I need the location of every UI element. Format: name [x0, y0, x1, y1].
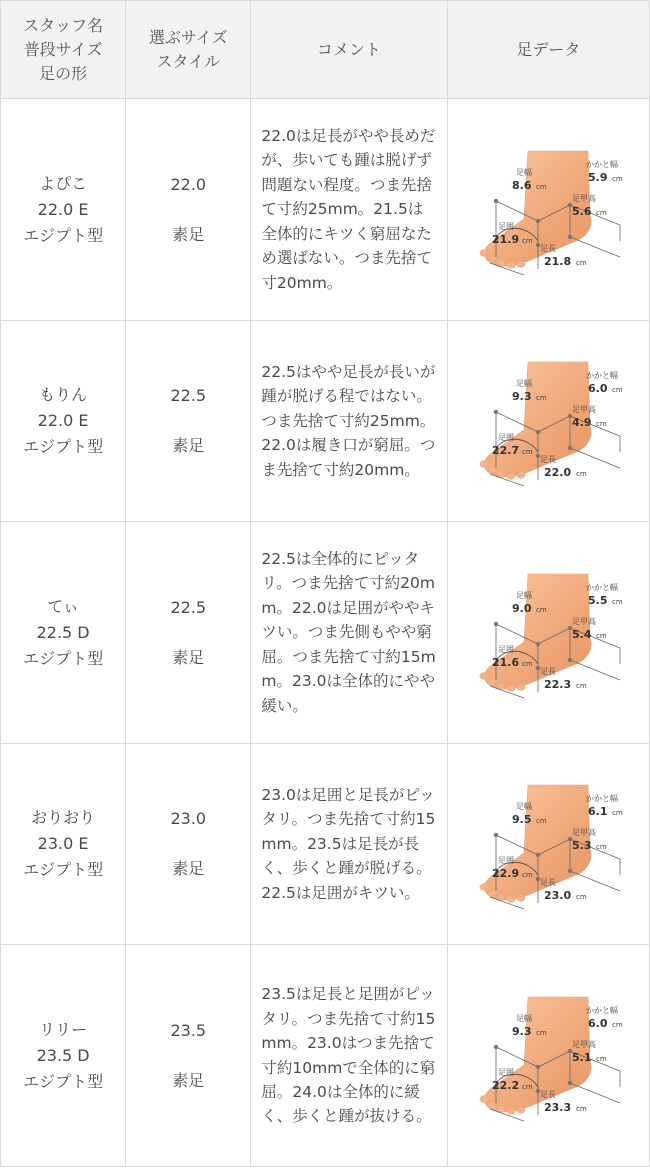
toe-shape: [517, 895, 525, 902]
measure-line: [570, 871, 620, 891]
heel-width-label: かかと幅: [586, 371, 619, 380]
table-row: [1, 945, 650, 1167]
unit-label: cm: [612, 174, 623, 183]
staff-name: もりん: [39, 385, 88, 404]
style-value: 素足: [172, 1070, 205, 1090]
length-value: 21.8: [544, 254, 572, 268]
foot-diagram: [458, 145, 638, 275]
staff-shape: エジプト型: [23, 225, 104, 245]
foot-diagram: [458, 568, 638, 698]
unit-label: cm: [522, 871, 533, 879]
comment-cell: 23.0は足囲と足長がピッタリ。つま先捨て寸約15mm。23.5は足長が長く、歩くと踵が脱げる。22.5は足囲がキツい。: [251, 744, 447, 945]
measure-point: [494, 410, 498, 414]
toe-shape: [488, 678, 496, 685]
style-value: 素足: [172, 224, 205, 244]
foot-width-label: 足幅: [516, 167, 533, 177]
staff-cell: [1, 99, 126, 321]
measure-point: [536, 853, 540, 857]
girth-label: 足囲: [498, 433, 515, 442]
header-staff-line: 足の形: [39, 63, 88, 83]
girth-value: 22.2: [492, 1078, 520, 1092]
header-size-line: 選ぶサイズ: [148, 27, 228, 47]
toe-shape: [488, 255, 496, 262]
comment-cell: 22.5はやや足長が長いが踵が脱げる程ではない。つま先捨て寸約25mm。22.0は履き口が窮屈。つま先捨て寸約20mm。: [251, 321, 447, 522]
foot-data-cell: [447, 99, 649, 321]
table-row: [1, 321, 650, 522]
chosen-size: 22.5: [170, 386, 207, 405]
style-value: 素足: [172, 647, 205, 667]
toe-shape: [488, 890, 496, 897]
length-label: 足長: [540, 243, 557, 253]
foot-data-cell: [447, 321, 649, 522]
staff-name: よぴこ: [39, 173, 88, 193]
staff-name: リリー: [39, 1019, 88, 1039]
unit-label: cm: [596, 631, 607, 640]
foot-width-label: 足幅: [516, 802, 533, 811]
toe-shape: [480, 672, 488, 679]
staff-shape: エジプト型: [23, 437, 104, 456]
instep-label: 足甲高: [572, 1039, 597, 1049]
foot-width-value: 9.3: [512, 1024, 532, 1038]
instep-label: 足甲高: [572, 616, 597, 626]
measure-point: [568, 234, 572, 238]
measure-point: [536, 1064, 540, 1068]
instep-label: 足甲高: [572, 405, 597, 414]
staff-name: てぃ: [47, 596, 79, 616]
instep-value: 5.6: [572, 204, 592, 218]
measure-point: [536, 641, 540, 645]
measure-point: [568, 869, 572, 873]
toe-shape: [497, 1105, 505, 1112]
header-foot: 足データ: [447, 1, 649, 99]
table-row: [1, 99, 650, 321]
measure-point: [568, 1080, 572, 1084]
staff-shape: エジプト型: [23, 648, 104, 668]
toe-shape: [488, 1101, 496, 1108]
foot-width-value: 9.5: [512, 813, 532, 826]
instep-label: 足甲高: [572, 828, 597, 837]
foot-width-label: 足幅: [516, 590, 533, 600]
foot-data-cell: [447, 522, 649, 744]
toe-shape: [497, 471, 505, 478]
size-cell: [126, 99, 251, 321]
heel-width-label: かかと幅: [586, 582, 619, 592]
toe-shape: [507, 1107, 515, 1114]
header-size-line: スタイル: [156, 51, 221, 71]
header-staff-line: 普段サイズ: [23, 39, 103, 59]
staff-cell: [1, 522, 126, 744]
unit-label: cm: [522, 1082, 533, 1091]
length-label: 足長: [540, 666, 557, 676]
unit-label: cm: [522, 236, 533, 245]
unit-label: cm: [522, 659, 533, 668]
staff-usual: 22.0 E: [37, 411, 89, 430]
girth-value: 21.9: [492, 232, 520, 246]
foot-diagram: [458, 991, 638, 1121]
length-value: 22.0: [544, 466, 572, 479]
unit-label: cm: [612, 1020, 623, 1029]
toe-shape: [497, 259, 505, 266]
toe-shape: [480, 1095, 488, 1102]
toe-shape: [507, 261, 515, 268]
comment-cell: 22.5は全体的にピッタリ。つま先捨て寸約20mm。22.0は足囲がややキツい。つま先側もやや窮屈。つま先捨て寸約15mm。23.0は全体的にやや緩い。: [251, 522, 447, 744]
length-value: 22.3: [544, 677, 572, 691]
foot-data-cell: [447, 744, 649, 945]
measure-point: [568, 657, 572, 661]
unit-label: cm: [596, 1054, 607, 1063]
measure-line: [570, 1083, 620, 1103]
foot-width-label: 足幅: [516, 1013, 533, 1023]
unit-label: cm: [576, 470, 587, 478]
staff-shape: エジプト型: [23, 1071, 104, 1091]
header-comment: コメント: [251, 1, 447, 99]
chosen-size: 23.0: [170, 809, 207, 828]
heel-width-value: 6.0: [588, 1016, 608, 1030]
measure-line: [570, 448, 620, 468]
unit-label: cm: [596, 420, 607, 428]
instep-value: 5.1: [572, 1050, 592, 1064]
foot-width-value: 9.3: [512, 390, 532, 403]
staff-name: おりおり: [31, 808, 96, 827]
measure-point: [568, 446, 572, 450]
toe-shape: [480, 249, 488, 256]
measure-line: [570, 660, 620, 680]
header-staff-line: スタッフ名: [23, 15, 104, 35]
heel-width-label: かかと幅: [586, 159, 619, 169]
toe-shape: [517, 683, 525, 690]
header-staff: [1, 1, 126, 99]
length-value: 23.3: [544, 1100, 572, 1114]
foot-diagram: [458, 779, 638, 909]
toe-shape: [480, 461, 488, 468]
girth-label: 足囲: [498, 1067, 515, 1077]
chosen-size: 22.0: [170, 174, 207, 194]
girth-label: 足囲: [498, 644, 515, 654]
size-cell: [126, 744, 251, 945]
foot-data-cell: [447, 945, 649, 1167]
girth-value: 22.9: [492, 867, 520, 880]
instep-value: 4.9: [572, 416, 592, 429]
measure-point: [536, 430, 540, 434]
unit-label: cm: [536, 817, 547, 825]
unit-label: cm: [536, 605, 547, 614]
toe-shape: [480, 884, 488, 891]
toe-shape: [497, 682, 505, 689]
instep-label: 足甲高: [572, 193, 597, 203]
toe-shape: [517, 472, 525, 479]
unit-label: cm: [536, 182, 547, 191]
comment-cell: 23.5は足長と足囲がピッタリ。つま先捨て寸約15mm。23.0はつま先捨て寸約10mmで全体的に窮屈。24.0は全体的に緩く、歩くと踵が抜ける。: [251, 945, 447, 1167]
foot-diagram: [458, 356, 638, 486]
table-row: [1, 522, 650, 744]
measure-point: [494, 1044, 498, 1048]
unit-label: cm: [576, 893, 587, 901]
heel-width-value: 6.0: [588, 382, 608, 395]
unit-label: cm: [522, 448, 533, 456]
header-size: [126, 1, 251, 99]
measure-point: [494, 198, 498, 202]
length-value: 23.0: [544, 889, 572, 902]
measure-line: [570, 237, 620, 257]
foot-width-label: 足幅: [516, 379, 533, 388]
heel-width-label: かかと幅: [586, 794, 619, 803]
unit-label: cm: [576, 1104, 587, 1113]
staff-shape: エジプト型: [23, 860, 104, 879]
heel-width-value: 6.1: [588, 805, 608, 818]
toe-shape: [507, 684, 515, 691]
length-label: 足長: [540, 878, 557, 887]
heel-width-value: 5.5: [588, 593, 608, 607]
girth-value: 22.7: [492, 444, 520, 457]
toe-shape: [497, 894, 505, 901]
staff-usual: 23.5 D: [36, 1045, 90, 1065]
heel-width-label: かかと幅: [586, 1005, 619, 1015]
size-cell: [126, 321, 251, 522]
comment-cell: 22.0は足長がやや長めだが、歩いても踵は脱げず問題ない程度。つま先捨て寸約25mm。21.5は全体的にキツく窮屈なため選ばない。つま先捨て寸20mm。: [251, 99, 447, 321]
measure-point: [536, 218, 540, 222]
toe-shape: [488, 467, 496, 474]
toe-shape: [507, 473, 515, 480]
foot-width-value: 8.6: [512, 178, 532, 192]
staff-usual: 22.0 E: [37, 199, 89, 219]
unit-label: cm: [612, 809, 623, 817]
unit-label: cm: [576, 258, 587, 267]
staff-cell: [1, 321, 126, 522]
staff-usual: 23.0 E: [37, 834, 89, 853]
girth-label: 足囲: [498, 221, 515, 231]
table-row: [1, 744, 650, 945]
style-value: 素足: [172, 436, 205, 455]
toe-shape: [517, 260, 525, 267]
size-cell: [126, 522, 251, 744]
toe-shape: [517, 1106, 525, 1113]
unit-label: cm: [596, 208, 607, 217]
girth-value: 21.6: [492, 655, 520, 669]
unit-label: cm: [536, 394, 547, 402]
unit-label: cm: [612, 386, 623, 394]
staff-cell: [1, 945, 126, 1167]
unit-label: cm: [576, 681, 587, 690]
staff-usual: 22.5 D: [36, 622, 90, 642]
toe-shape: [507, 896, 515, 903]
header-row: [1, 1, 650, 99]
staff-cell: [1, 744, 126, 945]
style-value: 素足: [172, 859, 205, 878]
measure-point: [494, 833, 498, 837]
heel-width-value: 5.9: [588, 170, 608, 184]
girth-label: 足囲: [498, 856, 515, 865]
length-label: 足長: [540, 1089, 557, 1099]
unit-label: cm: [596, 843, 607, 851]
instep-value: 5.4: [572, 627, 592, 641]
unit-label: cm: [536, 1028, 547, 1037]
measure-point: [494, 621, 498, 625]
unit-label: cm: [612, 597, 623, 606]
chosen-size: 23.5: [170, 1020, 207, 1040]
size-cell: [126, 945, 251, 1167]
length-label: 足長: [540, 455, 557, 464]
foot-width-value: 9.0: [512, 601, 532, 615]
instep-value: 5.3: [572, 839, 592, 852]
chosen-size: 22.5: [170, 597, 207, 617]
